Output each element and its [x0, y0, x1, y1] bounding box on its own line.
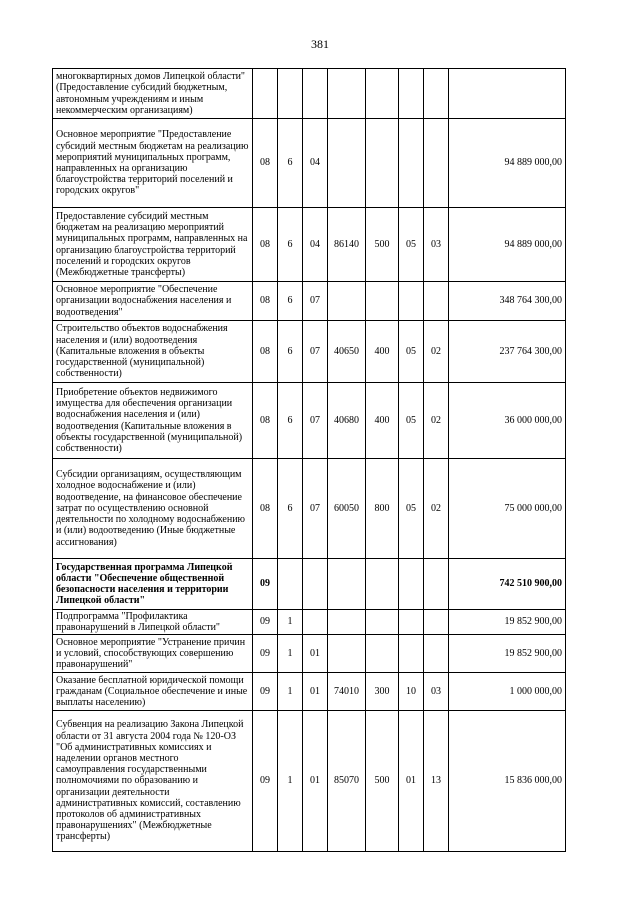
cell-amount: 19 852 900,00: [449, 610, 566, 635]
cell-subprogram-code: [278, 559, 303, 610]
cell-program-code: 09: [253, 711, 278, 852]
cell-subsection: [424, 69, 449, 119]
budget-table: [52, 68, 566, 852]
row-description: Субвенция на реализацию Закона Липецкой области от 31 августа 2004 года № 120-ОЗ "Об административных комиссиях и наделении органов местного самоуправления государственными полномочиями по образованию и организации деятельности административных комиссий, составлению протоколов об административных правонарушениях" (Межбюджетные трансферты): [53, 711, 253, 852]
cell-direction-code: [328, 282, 366, 321]
cell-subprogram-code: 6: [278, 119, 303, 208]
row-description: Приобретение объектов недвижимого имущества для обеспечения организации водоснабжения населения и (или) водоотведения (Капитальные вложения в объекты государственной (муниципальной) собственности): [53, 383, 253, 459]
cell-expense-type: [366, 559, 399, 610]
cell-expense-type: 800: [366, 459, 399, 559]
cell-event-code: 01: [303, 711, 328, 852]
cell-expense-type: 400: [366, 321, 399, 383]
cell-direction-code: [328, 559, 366, 610]
cell-subprogram-code: 1: [278, 711, 303, 852]
cell-direction-code: 74010: [328, 673, 366, 711]
cell-direction-code: 60050: [328, 459, 366, 559]
cell-expense-type: 300: [366, 673, 399, 711]
row-description: Подпрограмма "Профилактика правонарушений в Липецкой области": [53, 610, 253, 635]
cell-event-code: 07: [303, 459, 328, 559]
table-row: [53, 610, 566, 635]
row-description: Основное мероприятие "Предоставление субсидий местным бюджетам на реализацию мероприятий муниципальных программ, направленных на организацию благоустройства территорий поселений и городских округов": [53, 119, 253, 208]
cell-event-code: 07: [303, 321, 328, 383]
cell-section: [399, 119, 424, 208]
cell-direction-code: [328, 610, 366, 635]
table-row: [53, 119, 566, 208]
cell-subsection: [424, 559, 449, 610]
row-description: Основное мероприятие "Обеспечение организации водоснабжения населения и водоотведения": [53, 282, 253, 321]
table-row: [53, 559, 566, 610]
row-description: Основное мероприятие "Устранение причин и условий, способствующих совершению правонарушений": [53, 635, 253, 673]
cell-program-code: 08: [253, 208, 278, 282]
cell-subprogram-code: 1: [278, 635, 303, 673]
cell-event-code: 01: [303, 635, 328, 673]
cell-subprogram-code: [278, 69, 303, 119]
table-row: [53, 69, 566, 119]
cell-direction-code: 40680: [328, 383, 366, 459]
cell-direction-code: 85070: [328, 711, 366, 852]
table-row: [53, 321, 566, 383]
cell-expense-type: [366, 635, 399, 673]
table-row: [53, 383, 566, 459]
cell-event-code: 07: [303, 383, 328, 459]
cell-program-code: 08: [253, 459, 278, 559]
cell-amount: 36 000 000,00: [449, 383, 566, 459]
cell-expense-type: [366, 610, 399, 635]
cell-subsection: [424, 119, 449, 208]
cell-section: 05: [399, 459, 424, 559]
cell-subprogram-code: 1: [278, 673, 303, 711]
cell-program-code: 09: [253, 635, 278, 673]
cell-expense-type: [366, 282, 399, 321]
cell-amount: 94 889 000,00: [449, 208, 566, 282]
cell-section: [399, 635, 424, 673]
page-number: 381: [311, 37, 329, 51]
cell-expense-type: [366, 119, 399, 208]
cell-program-code: 08: [253, 321, 278, 383]
cell-event-code: 04: [303, 208, 328, 282]
cell-event-code: [303, 559, 328, 610]
cell-amount: [449, 69, 566, 119]
cell-event-code: [303, 610, 328, 635]
cell-subsection: 02: [424, 459, 449, 559]
cell-subsection: 02: [424, 321, 449, 383]
table-row: [53, 208, 566, 282]
cell-subsection: 03: [424, 208, 449, 282]
table-row: [53, 673, 566, 711]
cell-amount: 742 510 900,00: [449, 559, 566, 610]
cell-subsection: 02: [424, 383, 449, 459]
cell-subprogram-code: 1: [278, 610, 303, 635]
cell-subprogram-code: 6: [278, 282, 303, 321]
cell-direction-code: [328, 69, 366, 119]
cell-subprogram-code: 6: [278, 459, 303, 559]
cell-subsection: [424, 282, 449, 321]
cell-section: 05: [399, 321, 424, 383]
cell-subprogram-code: 6: [278, 383, 303, 459]
table-row: [53, 282, 566, 321]
cell-direction-code: [328, 119, 366, 208]
cell-event-code: 07: [303, 282, 328, 321]
cell-section: [399, 69, 424, 119]
cell-section: [399, 282, 424, 321]
cell-subsection: [424, 610, 449, 635]
row-description: Оказание бесплатной юридической помощи гражданам (Социальное обеспечение и иные выплаты населению): [53, 673, 253, 711]
row-description: Государственная программа Липецкой области "Обеспечение общественной безопасности населения и территории Липецкой области": [53, 559, 253, 610]
cell-amount: 75 000 000,00: [449, 459, 566, 559]
cell-program-code: 08: [253, 383, 278, 459]
cell-subprogram-code: 6: [278, 321, 303, 383]
row-description: Строительство объектов водоснабжения населения и (или) водоотведения (Капитальные вложения в объекты государственной (муниципальной) собственности): [53, 321, 253, 383]
cell-program-code: 08: [253, 282, 278, 321]
cell-amount: 19 852 900,00: [449, 635, 566, 673]
cell-direction-code: [328, 635, 366, 673]
cell-expense-type: [366, 69, 399, 119]
cell-program-code: 09: [253, 610, 278, 635]
table-row: [53, 635, 566, 673]
cell-amount: 237 764 300,00: [449, 321, 566, 383]
cell-section: 05: [399, 208, 424, 282]
cell-expense-type: 400: [366, 383, 399, 459]
cell-event-code: 01: [303, 673, 328, 711]
cell-amount: 15 836 000,00: [449, 711, 566, 852]
cell-section: 10: [399, 673, 424, 711]
cell-section: [399, 610, 424, 635]
cell-program-code: [253, 69, 278, 119]
table-row: [53, 711, 566, 852]
cell-direction-code: 40650: [328, 321, 366, 383]
cell-section: 05: [399, 383, 424, 459]
row-description: Предоставление субсидий местным бюджетам на реализацию мероприятий муниципальных программ, направленных на организацию благоустройства территорий поселений и городских округов (Межбюджетные трансферты): [53, 208, 253, 282]
cell-amount: 1 000 000,00: [449, 673, 566, 711]
cell-direction-code: 86140: [328, 208, 366, 282]
cell-program-code: 09: [253, 673, 278, 711]
table-row: [53, 459, 566, 559]
row-description: Субсидии организациям, осуществляющим холодное водоснабжение и (или) водоотведение, на финансовое обеспечение затрат по осуществлению основной деятельности по холодному водоснабжению и (или) водоотведению (Иные бюджетные ассигнования): [53, 459, 253, 559]
cell-expense-type: 500: [366, 208, 399, 282]
cell-subsection: 13: [424, 711, 449, 852]
cell-event-code: 04: [303, 119, 328, 208]
cell-program-code: 09: [253, 559, 278, 610]
row-description: многоквартирных домов Липецкой области" (Предоставление субсидий бюджетным, автономным учреждениям и иным некоммерческим организациям): [53, 69, 253, 119]
cell-subsection: [424, 635, 449, 673]
cell-amount: 94 889 000,00: [449, 119, 566, 208]
cell-event-code: [303, 69, 328, 119]
cell-subprogram-code: 6: [278, 208, 303, 282]
cell-section: 01: [399, 711, 424, 852]
cell-amount: 348 764 300,00: [449, 282, 566, 321]
cell-expense-type: 500: [366, 711, 399, 852]
cell-program-code: 08: [253, 119, 278, 208]
cell-section: [399, 559, 424, 610]
cell-subsection: 03: [424, 673, 449, 711]
